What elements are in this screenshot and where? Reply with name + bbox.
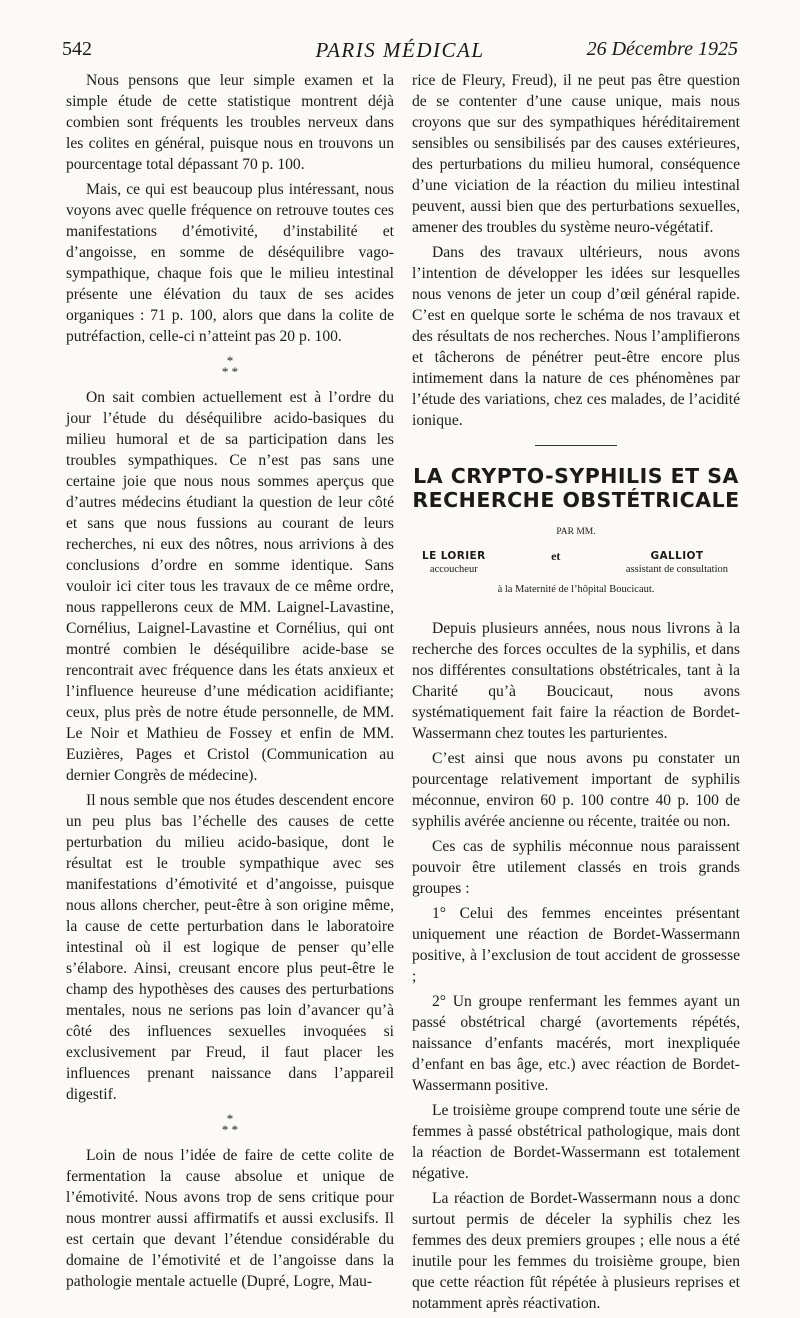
authors <box>412 549 740 577</box>
paragraph: Mais, ce qui est beaucoup plus intéressant, nous voyons avec quelle fréquence on retrouve toutes ces manifestations d’émotivité, d’instabilité et d’angoisse, en somme de déséquilibre vago-sympathique, chaque fois que le milieu intestinal présente une élévation du taux de ses acides organiques : 71 p. 100, alors que dans la colite de putréfaction, celle-ci n’atteint pas 20 p. 100. <box>66 181 394 345</box>
paragraph: Le troisième groupe comprend toute une série de femmes à passé obstétrical pathologique, mais dont la réaction de Bordet-Wassermann est totalement négative. <box>412 1102 740 1182</box>
paragraph: 1° Celui des femmes enceintes présentant uniquement une réaction de Bordet-Wassermann positive, à l’exclusion de tout accident de grossesse ; <box>412 905 740 985</box>
left-column <box>66 70 394 1296</box>
paragraph: C’est ainsi que nous avons pu constater un pourcentage relativement important de syphilis méconnue, environ 60 p. 100 contre 40 p. 100 de syphilis avérée ancienne ou récente, traitée ou non. <box>412 750 740 830</box>
paragraph: Loin de nous l’idée de faire de cette colite de fermentation la cause absolue et unique de l’émotivité. Nous avons trop de sens critique pour nous montrer aussi affirmatifs et aussi exclusifs. Il est certain que devant l’étendue considérable du domaine de l’émotivité et de l’angoisse dans la pathologie mentale actuelle (Dupré, Logre, Mau- <box>66 1147 394 1290</box>
author-affiliation: à la Maternité de l’hôpital Boucicaut. <box>497 584 655 595</box>
journal-title: PARIS MÉDICAL <box>315 38 485 62</box>
paragraph: On sait combien actuellement est à l’ordre du jour l’étude du déséquilibre acido-basiques du milieu humoral et de sa participation dans les troubles sympathiques. Ce n’est pas sans une certaine joie que nous nous sommes aperçus que d’autres médecins étudiant la question de leur côté et sans que nous fussions au courant de leurs recherches, ni eux des nôtres, nous arrivions à des conclusions d’ordre en somme identique. Sans vouloir ici citer tous les travaux de ce même ordre, nous rappellerons ceux de MM. Laignel-Lavastine, Cornélius, Laignel-Lavastine et Cornélius, qui ont montré combien le déséquilibre acide-base se rencontrait avec fréquence dans les états anxieux et l’influence heureuse d’une médication acidifiante; ceux, plus près de notre étude personnelle, de MM. Le Noir et Mathieu de Fossey et enfin de MM. Euzières, Pages et Cristol (Communication au dernier Congrès de médecine). <box>66 389 394 784</box>
author-galliot: GALLIOT assistant de consultation <box>625 550 728 575</box>
paragraph: Il nous semble que nos études descendent encore un peu plus bas l’échelle des causes de cette perturbation du milieu acido-basique, dont le résultat est le trouble sympathique avec ses manifestations d’émotivité et d’angoisse, puisque nous allons chercher, peut-être à son origine même, la cause de cette perturbation dans le laboratoire intestinal où il est logique de penser qu’elle s’élabore. Ainsi, creusant encore plus peut-être le champ des hypothèses des causes des perturbations mentales, nous ne serions pas loin d’avancer qu’à côté des influences sexuelles invoquées si exclusivement par Freud, il faut placer les influences prenant naissance dans l’appareil digestif. <box>66 792 394 1103</box>
author-le-lorier: LE LORIER accoucheur <box>422 550 486 575</box>
page-number: 542 <box>62 38 92 60</box>
right-column <box>412 70 740 1318</box>
article-title: LA CRYPTO-SYPHILIS ET SA RECHERCHE OBSTÉTRICALE <box>412 464 740 512</box>
paragraph-continuation: rice de Fleury, Freud), il ne peut pas être question de se contenter d’une cause unique, mais nous croyons que sur des sympathiques héréditairement sensibles ou sensibilisés par des causes extérieures, des perturbations du milieu humoral, conséquence d’une viciation de la réaction du milieu intestinal peuvent, aussi bien que des perturbations sexuelles, amener des troubles du système neuro-végétatif. <box>412 72 740 236</box>
article-divider <box>535 445 617 446</box>
page-header <box>62 38 738 64</box>
section-separator: * * * <box>221 353 239 379</box>
section-separator: * * * <box>221 1111 239 1137</box>
paragraph: Depuis plusieurs années, nous nous livrons à la recherche des forces occultes de la syphilis, et dans nos différentes consultations obstétricales, tant à la Charité qu’à Boucicaut, nous avons systématiquement fait faire la réaction de Bordet-Wassermann chez toutes les parturientes. <box>412 620 740 742</box>
paragraph: Nous pensons que leur simple examen et la simple étude de cette statistique montrent déjà combien sont fréquents les troubles nerveux dans les colites en général, puisque nous en trouvons un pourcentage total dépassant 70 p. 100. <box>66 72 394 173</box>
issue-date: 26 Décembre 1925 <box>586 38 738 60</box>
paragraph: La réaction de Bordet-Wassermann nous a donc surtout permis de déceler la syphilis chez les femmes des deux premiers groupes ; elle nous a été inutile pour les femmes du troisième groupe, bien que cette réaction fût répétée à plusieurs reprises et notamment après réactivation. <box>412 1190 740 1312</box>
paragraph: Ces cas de syphilis méconnue nous paraissent pouvoir être utilement classés en trois grands groupes : <box>412 838 740 897</box>
paragraph: Dans des travaux ultérieurs, nous avons l’intention de développer les idées sur lesquelles nous venons de jeter un coup d’œil général rapide. C’est en quelque sorte le schéma de nos travaux et des résultats de nos recherches. Nous l’amplifierons et tâcherons de pénétrer peut-être encore plus intimement dans la nature de ces phénomènes par l’étude des variations, chez ces malades, de l’acidité ionique. <box>412 244 740 429</box>
paragraph: 2° Un groupe renfermant les femmes ayant un passé obstétrical chargé (avortements répétés, naissance d’enfants macérés, mort inexpliquée d’enfant en bas âge, etc.) avec réaction de Bordet-Wassermann positive. <box>412 993 740 1094</box>
byline: PAR MM. <box>556 527 596 537</box>
author-conjunction: et <box>551 549 561 563</box>
